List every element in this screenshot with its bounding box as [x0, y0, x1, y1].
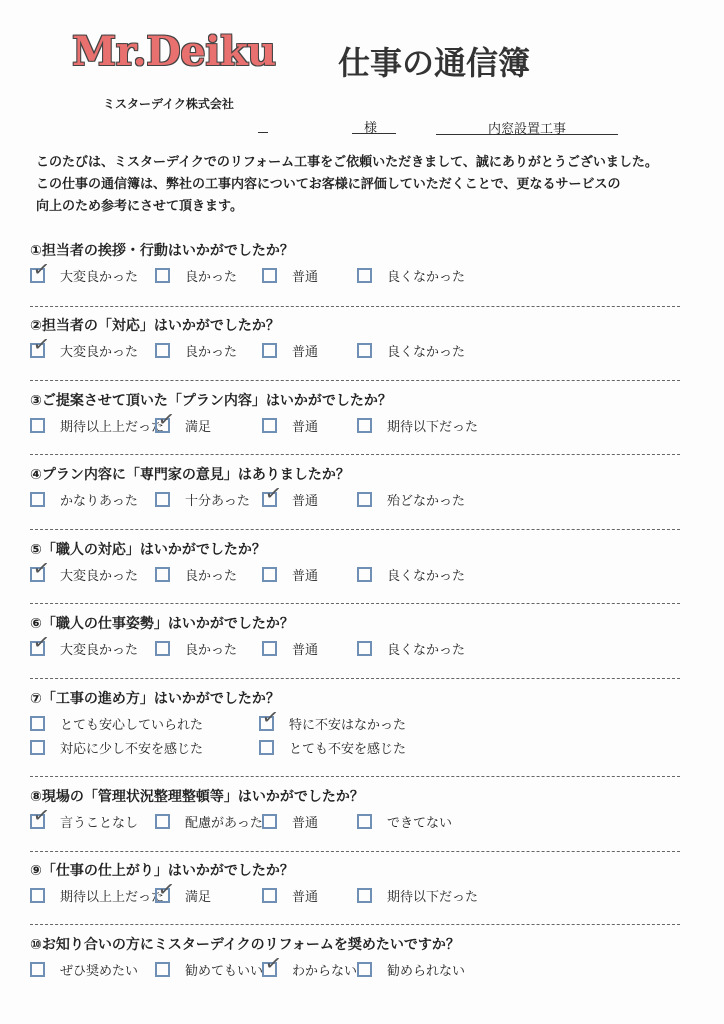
option-label: できてない — [387, 816, 453, 831]
option-3[interactable] — [262, 416, 318, 435]
checkbox[interactable] — [30, 255, 52, 283]
checkbox[interactable] — [262, 888, 277, 903]
question-title: ④プラン内容に「専門家の意見」はありましたか？ — [30, 467, 350, 483]
option-label: 普通 — [292, 345, 319, 360]
option-label: 良かった — [185, 345, 238, 360]
option-4[interactable] — [357, 812, 452, 831]
work-type: 内窓設置工事 — [488, 122, 567, 137]
option-label: かなりあった — [60, 494, 138, 509]
checkbox[interactable] — [259, 740, 274, 755]
option-4[interactable] — [357, 490, 465, 509]
checkbox[interactable] — [30, 801, 52, 829]
intro-text — [36, 152, 656, 218]
checkbox[interactable] — [30, 888, 45, 903]
check-mark-icon: ✓ — [31, 628, 52, 656]
option-label: ぜひ奨めたい — [60, 964, 139, 979]
option-label: 良くなかった — [387, 643, 466, 658]
question-6 — [30, 613, 680, 665]
option-3[interactable] — [262, 949, 358, 979]
option-label: 大変良かった — [60, 345, 139, 360]
checkbox[interactable] — [155, 962, 170, 977]
option-label: 普通 — [292, 890, 319, 905]
checkbox[interactable] — [262, 418, 277, 433]
check-mark-icon: ✓ — [31, 255, 52, 283]
checkbox[interactable] — [155, 268, 170, 283]
option-label: 良くなかった — [387, 270, 466, 285]
option-2[interactable] — [155, 341, 237, 360]
check-mark-icon: ✓ — [31, 801, 52, 829]
option-label: 普通 — [292, 420, 319, 435]
question-2 — [30, 315, 680, 367]
question-5 — [30, 539, 680, 591]
section-divider — [30, 776, 680, 777]
option-label: 普通 — [292, 816, 319, 831]
option-label: 期待以上上だった — [60, 890, 165, 905]
checkbox[interactable] — [262, 567, 277, 582]
option-3[interactable] — [262, 341, 318, 360]
customer-suffix: 様 — [364, 121, 378, 136]
option-1[interactable] — [30, 330, 139, 360]
option-3[interactable] — [262, 639, 318, 658]
check-mark-icon: ✓ — [263, 949, 284, 977]
option-3[interactable] — [262, 479, 319, 509]
option-label: 期待以上上だった — [60, 420, 165, 435]
checkbox[interactable] — [357, 418, 372, 433]
option-label: 言うことなし — [60, 816, 139, 831]
option-2[interactable] — [155, 875, 212, 905]
option-4[interactable] — [357, 416, 478, 435]
section-divider — [30, 678, 680, 679]
option-3[interactable] — [262, 266, 318, 285]
checkbox[interactable] — [155, 814, 170, 829]
checkbox[interactable] — [30, 492, 45, 507]
checkbox[interactable] — [262, 343, 277, 358]
check-mark-icon: ✓ — [156, 875, 177, 903]
options-group — [30, 703, 680, 762]
option-4[interactable] — [259, 738, 406, 757]
question-title: ②担当者の「対応」はいかがでしたか？ — [30, 318, 280, 334]
option-4[interactable] — [357, 266, 465, 285]
section-divider — [30, 306, 680, 307]
checkbox[interactable] — [357, 814, 372, 829]
option-label: 配慮があった — [185, 816, 263, 831]
option-label: 良くなかった — [387, 569, 466, 584]
checkbox[interactable] — [30, 716, 45, 731]
option-4[interactable] — [357, 341, 465, 360]
option-label: 大変良かった — [60, 270, 139, 285]
option-label: 普通 — [292, 643, 319, 658]
checkbox[interactable] — [155, 405, 177, 433]
option-4[interactable] — [357, 886, 478, 905]
checkbox[interactable] — [262, 814, 277, 829]
question-8 — [30, 786, 680, 838]
customer-name-line — [258, 132, 268, 133]
checkbox[interactable] — [30, 330, 52, 358]
section-divider — [30, 603, 680, 604]
check-mark-icon: ✓ — [263, 479, 284, 507]
company-name: ミスターデイク株式会社 — [103, 97, 234, 111]
checkbox[interactable] — [357, 343, 372, 358]
question-10 — [30, 934, 680, 986]
intro-line: この仕事の通信簿は、弊社の工事内容についてお客様に評価していただくことで、更なるサービスの — [36, 177, 621, 192]
section-divider — [30, 851, 680, 852]
options-group — [30, 479, 680, 516]
company-logo: Mr.Deiku — [72, 28, 276, 75]
option-1[interactable] — [30, 714, 203, 733]
option-label: 満足 — [185, 420, 212, 435]
option-label: 良かった — [185, 643, 238, 658]
option-label: 良かった — [185, 270, 238, 285]
option-label: とても安心していられた — [60, 718, 204, 733]
option-label: 良くなかった — [387, 345, 466, 360]
checkbox[interactable] — [155, 567, 170, 582]
option-4[interactable] — [357, 639, 465, 658]
section-divider — [30, 380, 680, 381]
option-label: 十分あった — [185, 494, 250, 509]
checkbox[interactable] — [262, 641, 277, 656]
options-group — [30, 801, 680, 838]
option-label: 満足 — [185, 890, 212, 905]
option-2[interactable] — [155, 812, 263, 831]
checkbox[interactable] — [262, 479, 284, 507]
options-group — [30, 949, 680, 986]
check-mark-icon: ✓ — [31, 330, 52, 358]
options-group — [30, 554, 680, 591]
checkbox[interactable] — [155, 492, 170, 507]
option-label: 殆どなかった — [387, 494, 466, 509]
option-3[interactable] — [262, 886, 318, 905]
checkbox[interactable] — [30, 740, 45, 755]
checkbox[interactable] — [155, 343, 170, 358]
question-7 — [30, 688, 680, 762]
option-3[interactable] — [262, 812, 318, 831]
question-title: ⑤「職人の対応」はいかがでしたか？ — [30, 542, 266, 558]
check-mark-icon: ✓ — [260, 703, 281, 731]
option-4[interactable] — [357, 960, 465, 979]
question-9 — [30, 860, 680, 912]
question-title: ⑦「工事の進め方」はいかがでしたか？ — [30, 691, 280, 707]
option-label: 勧められない — [387, 964, 466, 979]
option-3[interactable] — [30, 738, 203, 757]
checkbox[interactable] — [357, 641, 372, 656]
option-label: 普通 — [292, 569, 319, 584]
question-title: ⑧現場の「管理状況整理整頓等」はいかがでしたか？ — [30, 789, 364, 805]
checkbox[interactable] — [357, 962, 372, 977]
options-group — [30, 405, 680, 442]
option-1[interactable] — [30, 801, 139, 831]
check-mark-icon: ✓ — [156, 405, 177, 433]
option-2[interactable] — [155, 639, 237, 658]
checkbox[interactable] — [357, 268, 372, 283]
checkbox[interactable] — [155, 641, 170, 656]
option-1[interactable] — [30, 255, 139, 285]
intro-line: このたびは、ミスターデイクでのリフォーム工事をご依頼いただきまして、誠にありがとうございました。 — [36, 155, 658, 170]
option-label: 大変良かった — [60, 643, 139, 658]
question-title: ⑨「仕事の仕上がり」はいかがでしたか？ — [30, 863, 294, 879]
question-4 — [30, 464, 680, 516]
question-title: ①担当者の挨拶・行動はいかがでしたか？ — [30, 243, 294, 259]
checkbox[interactable] — [30, 628, 52, 656]
option-label: とても不安を感じた — [289, 742, 407, 757]
option-2[interactable] — [155, 565, 237, 584]
checkbox[interactable] — [262, 949, 284, 977]
section-divider — [30, 529, 680, 530]
option-1[interactable] — [30, 628, 139, 658]
option-label: 対応に少し不安を感じた — [60, 742, 204, 757]
section-divider — [30, 924, 680, 925]
options-group — [30, 255, 680, 292]
option-1[interactable] — [30, 554, 139, 584]
checkbox[interactable] — [259, 703, 281, 731]
options-group — [30, 330, 680, 367]
option-2[interactable] — [259, 703, 407, 733]
option-1[interactable] — [30, 886, 164, 905]
option-1[interactable] — [30, 960, 138, 979]
question-title: ⑥「職人の仕事姿勢」はいかがでしたか？ — [30, 616, 294, 632]
option-label: 大変良かった — [60, 569, 139, 584]
options-group — [30, 628, 680, 665]
checkbox[interactable] — [262, 268, 277, 283]
checkbox[interactable] — [155, 875, 177, 903]
option-1[interactable] — [30, 416, 164, 435]
question-3 — [30, 390, 680, 442]
question-title: ⑩お知り合いの方にミスターデイクのリフォームを奨めたいですか？ — [30, 937, 460, 953]
options-group — [30, 875, 680, 912]
option-label: 期待以下だった — [387, 420, 479, 435]
option-2[interactable] — [155, 490, 250, 509]
option-label: 普通 — [292, 494, 319, 509]
checkbox[interactable] — [357, 888, 372, 903]
option-2[interactable] — [155, 405, 212, 435]
option-label: 勧めてもいい — [185, 964, 264, 979]
option-1[interactable] — [30, 490, 138, 509]
checkbox[interactable] — [30, 554, 52, 582]
checkbox[interactable] — [30, 418, 45, 433]
question-title: ③ご提案させて頂いた「プラン内容」はいかがでしたか？ — [30, 393, 392, 409]
option-2[interactable] — [155, 266, 237, 285]
option-3[interactable] — [262, 565, 318, 584]
option-2[interactable] — [155, 960, 263, 979]
option-4[interactable] — [357, 565, 465, 584]
question-1 — [30, 240, 680, 292]
option-label: 良かった — [185, 569, 238, 584]
section-divider — [30, 454, 680, 455]
checkbox[interactable] — [357, 492, 372, 507]
option-label: わからない — [292, 964, 358, 979]
page-title: 仕事の通信簿 — [338, 44, 531, 82]
checkbox[interactable] — [357, 567, 372, 582]
checkbox[interactable] — [30, 962, 45, 977]
intro-line: 向上のため参考にさせて頂きます。 — [36, 199, 243, 214]
check-mark-icon: ✓ — [31, 554, 52, 582]
option-label: 期待以下だった — [387, 890, 479, 905]
option-label: 特に不安はなかった — [289, 718, 407, 733]
option-label: 普通 — [292, 270, 319, 285]
